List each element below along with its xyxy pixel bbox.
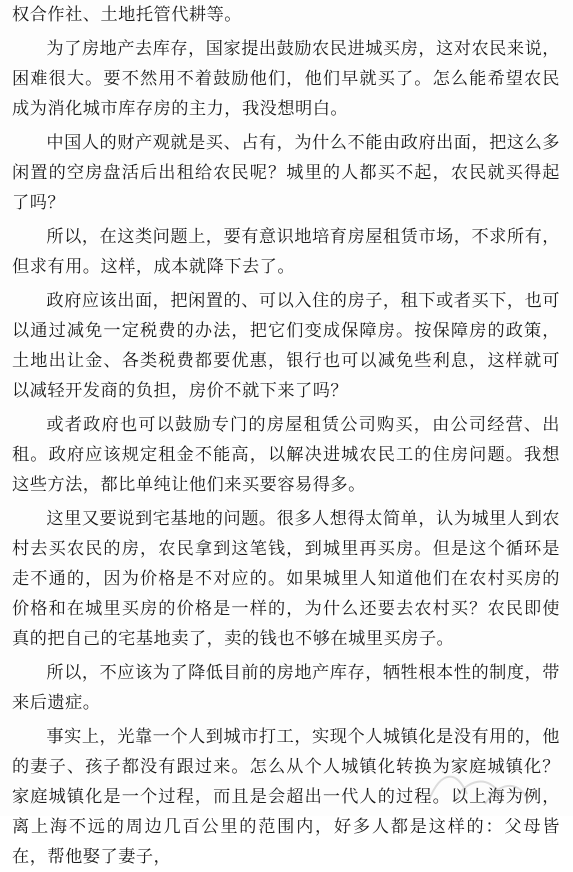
paragraph-homestead-land: 这里又要说到宅基地的问题。很多人想得太简单，认为城里人到农村去买农民的房，农民拿到这笔钱，到城里再买房。但是这个循环是走不通的，因为价格是不对应的。如果城里人知道他们在农村买房的价格和在城里买房的价格是一样的，为什么还要去农村买？农民即使真的把自己的宅基地卖了，卖的钱也不够在城里买房子。	[12, 509, 560, 649]
paragraph-continued: 权合作社、土地托管代耕等。	[12, 5, 242, 25]
paragraph-government-housing: 政府应该出面，把闲置的、可以入住的房子，租下或者买下，也可以通过减免一定税费的办法，把它们变成保障房。按保障房的政策，土地出让金、各类税费都要优惠，银行也可以减免些利息，这样就可以减轻开发商的负担，房价不就下来了吗？	[12, 291, 560, 401]
paragraph-housing-destock: 为了房地产去库存，国家提出鼓励农民进城买房，这对农民来说，困难很大。要不然用不着鼓励他们，他们早就买了。怎么能希望农民成为消化城市库存房的主力，我没想明白。	[12, 39, 560, 119]
paragraph-property-view: 中国人的财产观就是买、占有，为什么不能由政府出面，把这么多闲置的空房盘活后出租给农民呢？城里的人都买不起，农民就买得起了吗？	[12, 133, 560, 213]
text-column	[12, 0, 560, 872]
paragraph-rental-market: 所以，在这类问题上，要有意识地培育房屋租赁市场，不求所有，但求有用。这样，成本就降下去了。	[12, 227, 560, 277]
paragraph-no-sacrifice: 所以，不应该为了降低目前的房地产库存，牺牲根本性的制度，带来后遗症。	[12, 663, 560, 713]
paragraph-rental-companies: 或者政府也可以鼓励专门的房屋租赁公司购买，由公司经营、出租。政府应该规定租金不能高，以解决进城农民工的住房问题。我想这些方法，都比单纯让他们来买要容易得多。	[12, 415, 560, 495]
paragraph-family-urbanization: 事实上，光靠一个人到城市打工，实现个人城镇化是没有用的，他的妻子、孩子都没有跟过来。怎么从个人城镇化转换为家庭城镇化？家庭城镇化是一个过程，而且是会超出一代人的过程。以上海为例，离上海不远的周边几百公里的范围内，好多人都是这样的：父母皆在，帮他娶了妻子，	[12, 727, 560, 867]
